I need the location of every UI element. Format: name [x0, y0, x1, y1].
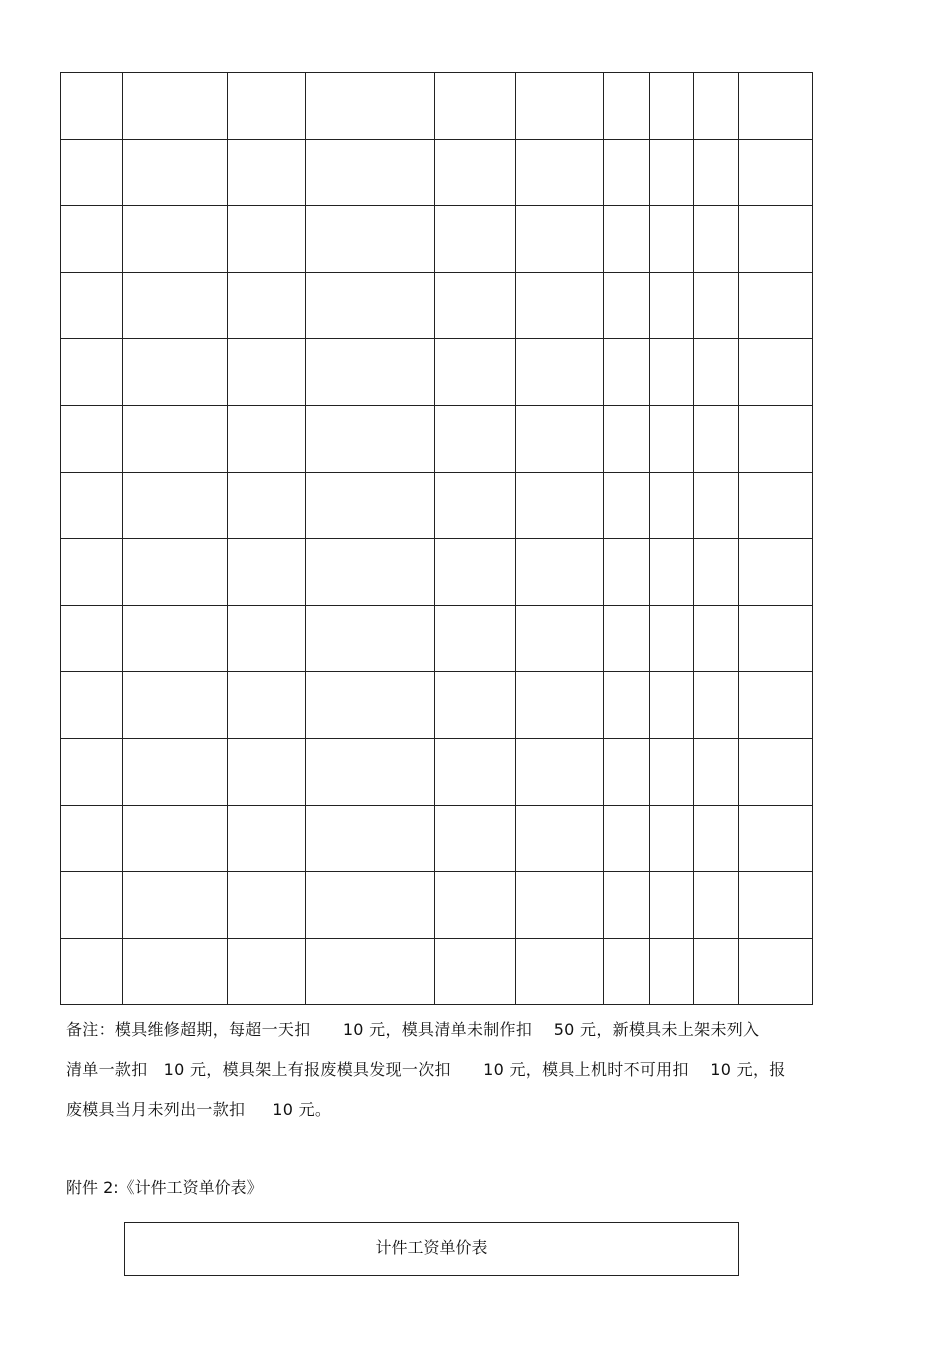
- table-cell: [228, 872, 306, 939]
- table-cell: [123, 139, 228, 206]
- table-cell: [516, 672, 604, 739]
- table-cell: [61, 339, 123, 406]
- table-cell: [435, 805, 516, 872]
- table-cell: [228, 938, 306, 1005]
- table-cell: [694, 872, 739, 939]
- table-row: [61, 206, 813, 273]
- table-cell: [604, 738, 650, 805]
- table-cell: [694, 738, 739, 805]
- table-cell: [61, 139, 123, 206]
- table-cell: [516, 339, 604, 406]
- table-cell: [650, 206, 694, 273]
- table-cell: [435, 272, 516, 339]
- table-cell: [306, 672, 435, 739]
- table-row: [61, 73, 813, 140]
- table-cell: [306, 805, 435, 872]
- table-cell: [739, 738, 813, 805]
- table-cell: [650, 472, 694, 539]
- table-cell: [435, 872, 516, 939]
- table-cell: [435, 672, 516, 739]
- table-cell: [123, 272, 228, 339]
- remark-line-3: 废模具当月未列出一款扣 10 元。: [66, 1100, 332, 1119]
- table-cell: [694, 405, 739, 472]
- table-cell: [739, 938, 813, 1005]
- table-cell: [435, 339, 516, 406]
- table-cell: [306, 405, 435, 472]
- table-cell: [650, 539, 694, 606]
- table-cell: [435, 472, 516, 539]
- table-cell: [604, 539, 650, 606]
- table-cell: [228, 139, 306, 206]
- table-cell: [435, 206, 516, 273]
- price-table-title: 计件工资单价表: [375, 1238, 488, 1257]
- attachment-label: 附件 2:《计件工资单价表》: [66, 1178, 263, 1197]
- table-cell: [739, 405, 813, 472]
- table-row: [61, 872, 813, 939]
- table-cell: [306, 339, 435, 406]
- price-table-header: [124, 1222, 739, 1276]
- table-cell: [306, 139, 435, 206]
- table-cell: [61, 73, 123, 140]
- table-cell: [604, 139, 650, 206]
- table-cell: [61, 206, 123, 273]
- table-cell: [516, 272, 604, 339]
- table-cell: [306, 206, 435, 273]
- remark-paragraph: [66, 1010, 896, 1130]
- table-cell: [694, 339, 739, 406]
- table-cell: [435, 605, 516, 672]
- table-cell: [228, 539, 306, 606]
- table-cell: [739, 73, 813, 140]
- table-cell: [61, 872, 123, 939]
- table-cell: [604, 272, 650, 339]
- table-cell: [604, 206, 650, 273]
- table-cell: [61, 805, 123, 872]
- table-cell: [123, 605, 228, 672]
- table-row: [61, 805, 813, 872]
- table-cell: [694, 805, 739, 872]
- table-cell: [123, 738, 228, 805]
- table-cell: [650, 339, 694, 406]
- table-cell: [694, 139, 739, 206]
- table-cell: [694, 206, 739, 273]
- table-cell: [228, 472, 306, 539]
- table-cell: [306, 73, 435, 140]
- table-row: [61, 139, 813, 206]
- table-cell: [694, 605, 739, 672]
- table-cell: [604, 605, 650, 672]
- table-cell: [516, 938, 604, 1005]
- table-cell: [739, 605, 813, 672]
- table-cell: [228, 206, 306, 273]
- table-row: [61, 672, 813, 739]
- table-cell: [604, 339, 650, 406]
- table-cell: [228, 672, 306, 739]
- table-cell: [604, 805, 650, 872]
- table-cell: [61, 605, 123, 672]
- table-cell: [739, 805, 813, 872]
- table-cell: [435, 539, 516, 606]
- table-cell: [739, 672, 813, 739]
- table-row: [61, 339, 813, 406]
- table-cell: [694, 472, 739, 539]
- table-cell: [123, 672, 228, 739]
- table-cell: [228, 339, 306, 406]
- table-cell: [228, 605, 306, 672]
- table-cell: [604, 73, 650, 140]
- table-cell: [228, 272, 306, 339]
- table-cell: [604, 405, 650, 472]
- table-cell: [604, 472, 650, 539]
- table-cell: [228, 738, 306, 805]
- table-cell: [61, 938, 123, 1005]
- table-cell: [228, 405, 306, 472]
- table-cell: [435, 938, 516, 1005]
- table-cell: [306, 272, 435, 339]
- table-cell: [61, 672, 123, 739]
- table-cell: [604, 672, 650, 739]
- table-cell: [650, 738, 694, 805]
- table-cell: [739, 472, 813, 539]
- table-cell: [739, 539, 813, 606]
- table-cell: [306, 472, 435, 539]
- table-cell: [694, 672, 739, 739]
- table-cell: [516, 472, 604, 539]
- table-cell: [516, 206, 604, 273]
- table-cell: [61, 539, 123, 606]
- table-cell: [123, 339, 228, 406]
- remark-line-1: 备注：模具维修超期，每超一天扣 10 元，模具清单未制作扣 50 元，新模具未上架未列入: [66, 1020, 760, 1039]
- table-cell: [123, 938, 228, 1005]
- table-cell: [435, 73, 516, 140]
- table-cell: [739, 272, 813, 339]
- table-cell: [435, 405, 516, 472]
- table-row: [61, 605, 813, 672]
- table-cell: [650, 272, 694, 339]
- table-cell: [516, 738, 604, 805]
- table-cell: [516, 139, 604, 206]
- table-cell: [694, 938, 739, 1005]
- table-cell: [739, 339, 813, 406]
- table-cell: [694, 539, 739, 606]
- table-row: [61, 472, 813, 539]
- table-cell: [61, 738, 123, 805]
- remark-line-2: 清单一款扣 10 元，模具架上有报废模具发现一次扣 10 元，模具上机时不可用扣 10 元，报: [66, 1060, 786, 1079]
- table-row: [61, 738, 813, 805]
- table-cell: [306, 738, 435, 805]
- table-row: [61, 272, 813, 339]
- table-cell: [516, 539, 604, 606]
- table-cell: [516, 73, 604, 140]
- table-cell: [650, 872, 694, 939]
- table-row: [61, 539, 813, 606]
- table-cell: [123, 472, 228, 539]
- table-cell: [123, 405, 228, 472]
- table-cell: [650, 938, 694, 1005]
- table-cell: [516, 605, 604, 672]
- table-cell: [123, 73, 228, 140]
- table-cell: [306, 605, 435, 672]
- table-cell: [123, 206, 228, 273]
- table-cell: [650, 139, 694, 206]
- table-cell: [739, 206, 813, 273]
- table-cell: [61, 472, 123, 539]
- table-cell: [650, 605, 694, 672]
- table-cell: [604, 938, 650, 1005]
- table-cell: [650, 672, 694, 739]
- table-cell: [516, 405, 604, 472]
- table-cell: [123, 539, 228, 606]
- table-cell: [435, 139, 516, 206]
- table-cell: [61, 405, 123, 472]
- table-cell: [435, 738, 516, 805]
- table-cell: [739, 872, 813, 939]
- table-cell: [306, 938, 435, 1005]
- table-cell: [123, 872, 228, 939]
- table-cell: [650, 805, 694, 872]
- table-cell: [61, 272, 123, 339]
- table-cell: [516, 872, 604, 939]
- table-cell: [604, 872, 650, 939]
- table-row: [61, 405, 813, 472]
- table-cell: [306, 539, 435, 606]
- blank-grid-table: [60, 72, 813, 1005]
- table-cell: [650, 405, 694, 472]
- table-cell: [228, 805, 306, 872]
- table-cell: [228, 73, 306, 140]
- table-cell: [306, 872, 435, 939]
- table-cell: [694, 73, 739, 140]
- table-cell: [123, 805, 228, 872]
- table-cell: [739, 139, 813, 206]
- table-cell: [694, 272, 739, 339]
- table-cell: [650, 73, 694, 140]
- table-cell: [516, 805, 604, 872]
- table-row: [61, 938, 813, 1005]
- grid-body: [61, 73, 813, 1005]
